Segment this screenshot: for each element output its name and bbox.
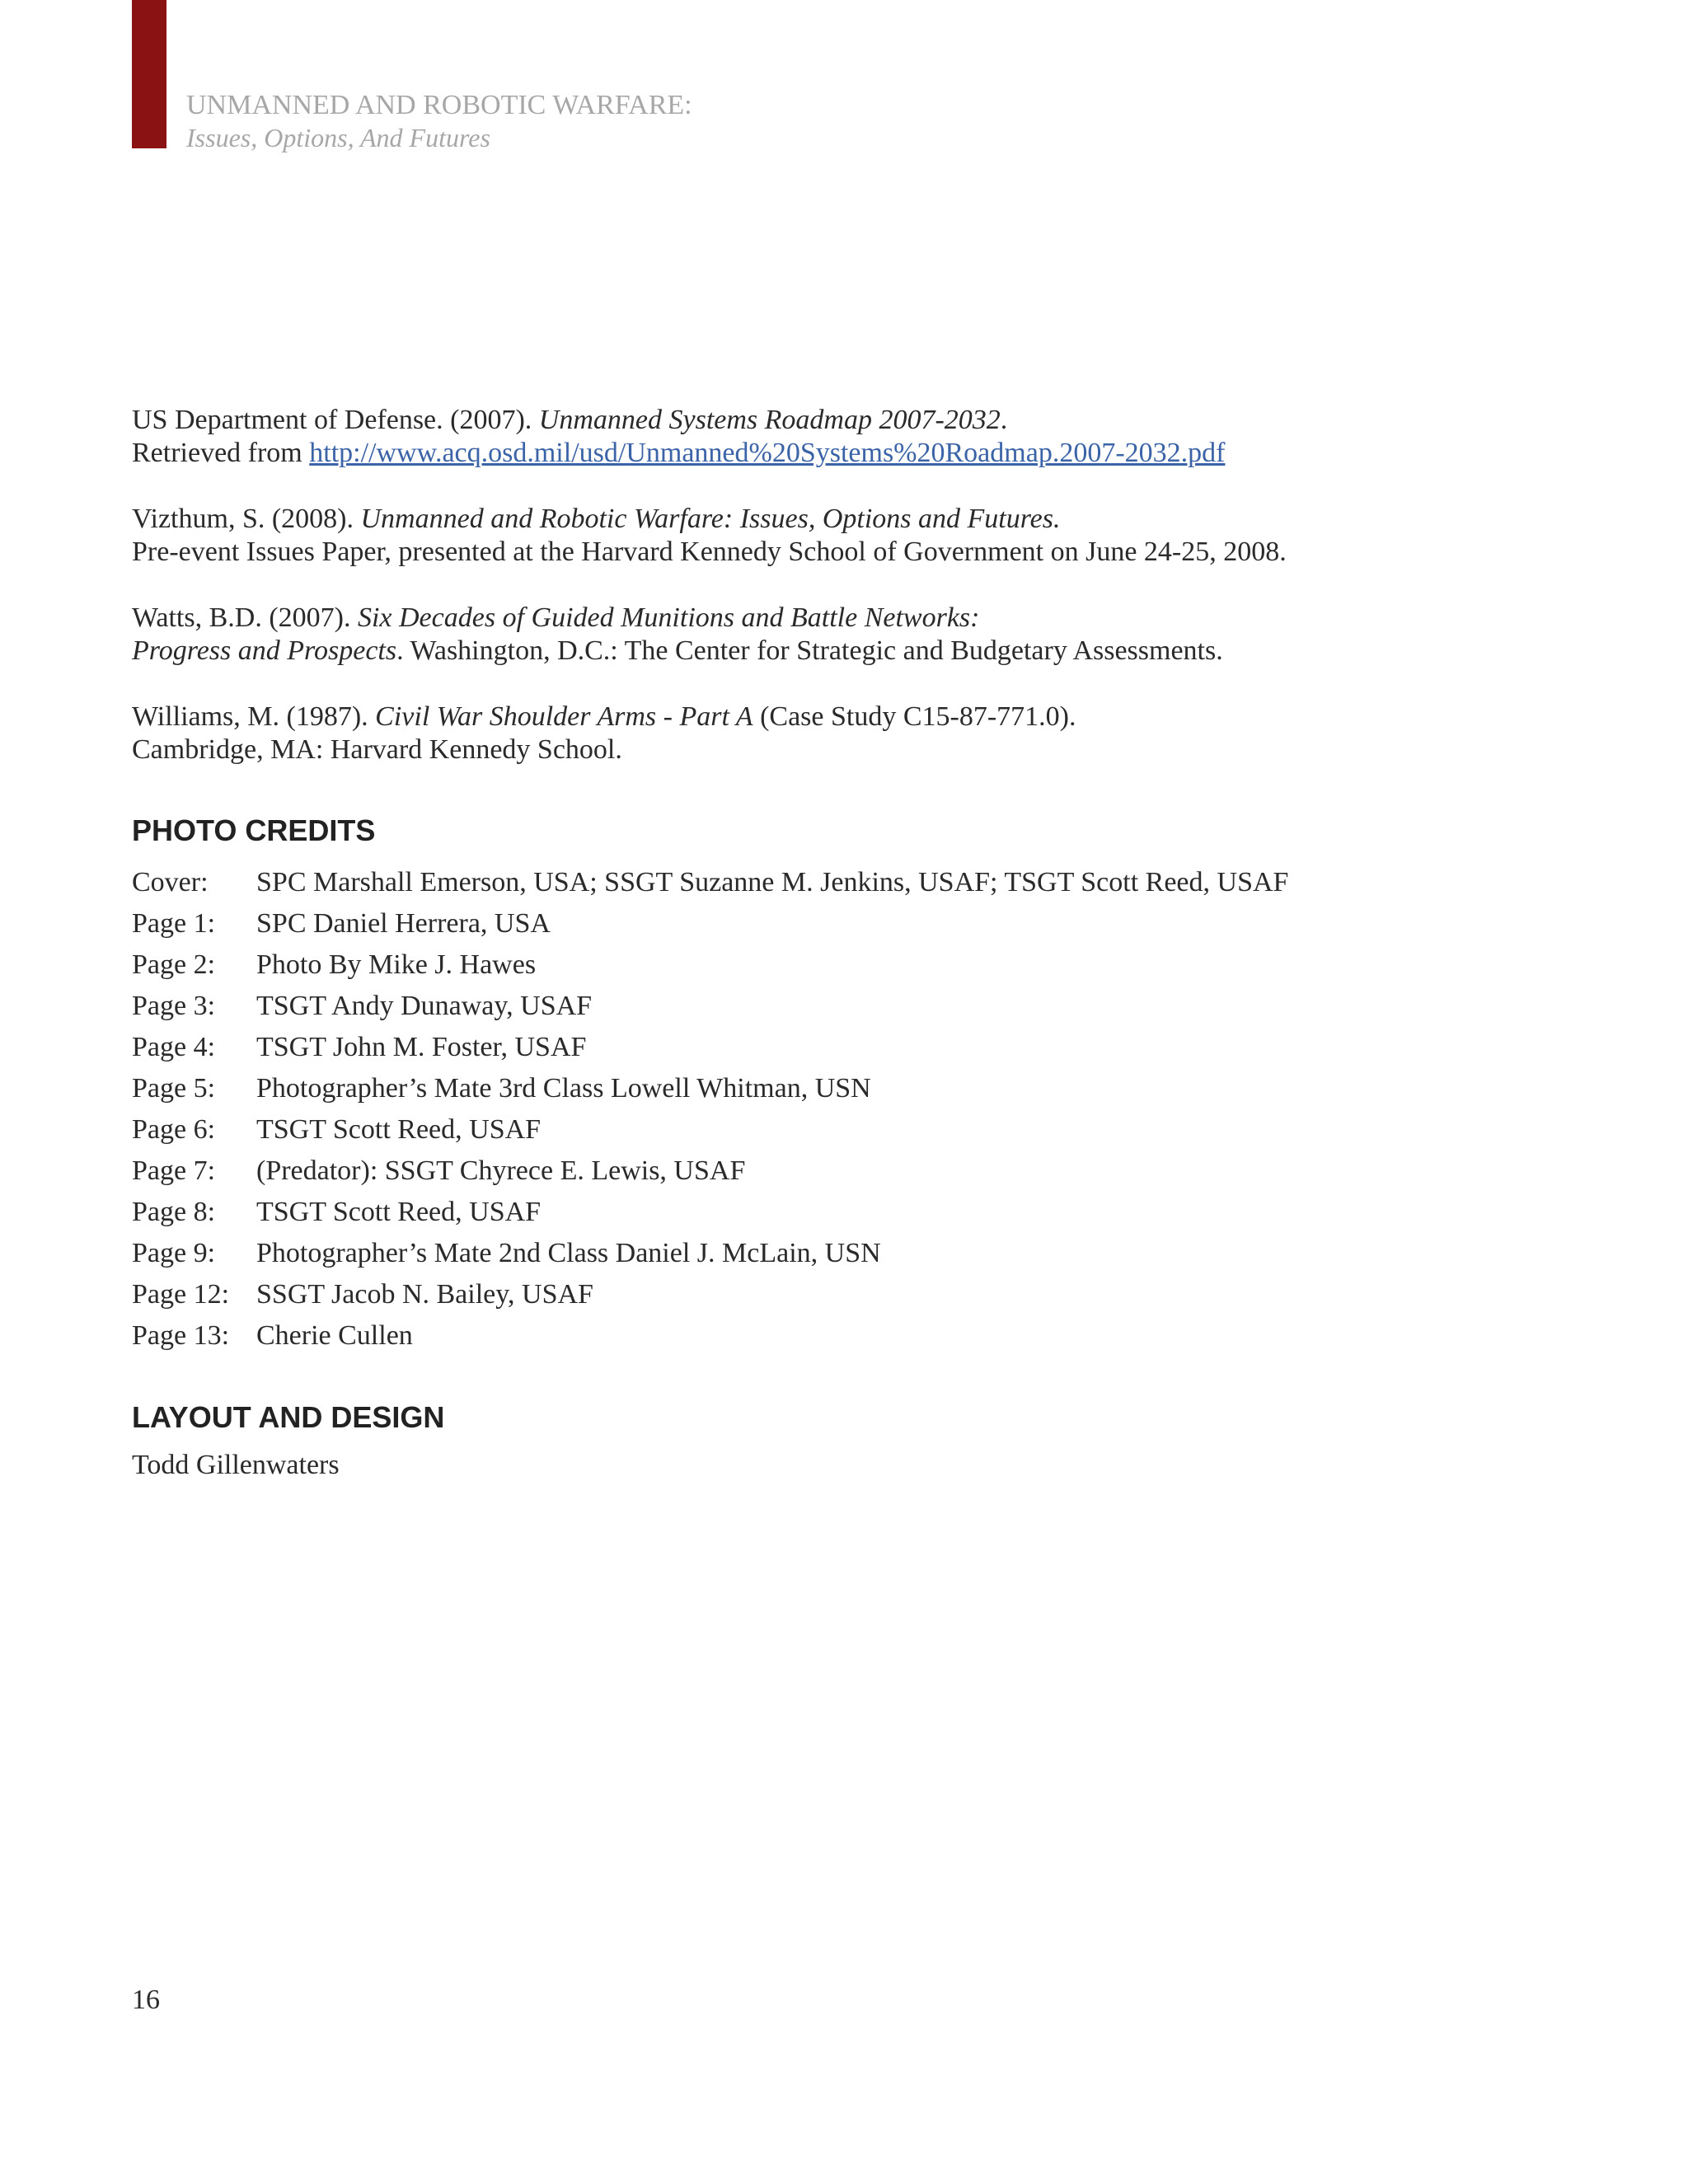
photo-credit-page: Page 2: [132, 949, 216, 980]
reference-author: Williams, M. (1987). [132, 701, 376, 732]
photo-credit-row [132, 1068, 1582, 1109]
photo-credit-row [132, 944, 1582, 986]
photo-credits-list [132, 862, 1582, 1357]
photo-credit-row [132, 1027, 1582, 1068]
running-header-title: UNMANNED AND ROBOTIC WARFARE: [186, 90, 692, 120]
photo-credit-row [132, 986, 1582, 1027]
photo-credit-name: TSGT John M. Foster, USAF [256, 1032, 587, 1062]
layout-designer-name: Todd Gillenwaters [132, 1450, 340, 1480]
photo-credit-page: Page 1: [132, 908, 216, 939]
reference-author: Watts, B.D. (2007). [132, 602, 358, 633]
photo-credit-name: TSGT Scott Reed, USAF [256, 1197, 542, 1227]
running-header-subtitle: Issues, Options, And Futures [186, 123, 490, 152]
photo-credit-page: Page 6: [132, 1114, 216, 1145]
photo-credit-row [132, 862, 1582, 903]
layout-design-heading: LAYOUT AND DESIGN [132, 1400, 445, 1434]
reference-title: Civil War Shoulder Arms - Part A [375, 701, 753, 732]
photo-credit-page: Page 8: [132, 1197, 216, 1227]
reference-line [132, 701, 1582, 733]
reference-title: Unmanned Systems Roadmap 2007-2032 [538, 405, 1001, 435]
photo-credit-page: Page 9: [132, 1238, 216, 1268]
photo-credit-page: Page 12: [132, 1279, 230, 1310]
photo-credit-name: SPC Daniel Herrera, USA [256, 908, 551, 939]
photo-credit-page: Page 3: [132, 991, 216, 1021]
reference-williams-1987 [132, 701, 1582, 766]
page-number: 16 [132, 1985, 160, 2015]
photo-credit-row [132, 1233, 1582, 1274]
reference-title: Unmanned and Robotic Warfare: Issues, Options and Futures. [360, 504, 1061, 534]
reference-url-link[interactable]: http://www.acq.osd.mil/usd/Unmanned%20Systems%20Roadmap.2007-2032.pdf [309, 438, 1226, 468]
photo-credits-heading: PHOTO CREDITS [132, 813, 376, 847]
reference-title: Six Decades of Guided Munitions and Battle Networks: [357, 602, 980, 633]
photo-credit-row [132, 1109, 1582, 1151]
photo-credit-name: Photographer’s Mate 3rd Class Lowell Whitman, USN [256, 1073, 871, 1104]
photo-credit-row [132, 1192, 1582, 1233]
photo-credit-row [132, 1151, 1582, 1192]
reference-line: Cambridge, MA: Harvard Kennedy School. [132, 734, 622, 765]
reference-case-number: (Case Study C15-87-771.0). [753, 701, 1076, 732]
reference-dod-2007 [132, 404, 1582, 470]
reference-line [132, 602, 1582, 635]
photo-credit-page: Page 7: [132, 1155, 216, 1186]
reference-line: Pre-event Issues Paper, presented at the Harvard Kennedy School of Government on June 24-25, 2008. [132, 537, 1287, 567]
reference-retrieved-label: Retrieved from [132, 438, 310, 468]
reference-vizthum-2008 [132, 503, 1582, 569]
header-accent-bar [132, 0, 166, 148]
photo-credit-name: SPC Marshall Emerson, USA; SSGT Suzanne M. Jenkins, USAF; TSGT Scott Reed, USAF [256, 867, 1289, 898]
reference-author: US Department of Defense. (2007). [132, 405, 539, 435]
photo-credit-name: (Predator): SSGT Chyrece E. Lewis, USAF [256, 1155, 746, 1186]
reference-line [132, 635, 1582, 668]
reference-author: Vizthum, S. (2008). [132, 504, 361, 534]
photo-credit-row [132, 1315, 1582, 1357]
photo-credit-row [132, 1274, 1582, 1315]
photo-credit-page: Cover: [132, 867, 209, 898]
photo-credit-page: Page 13: [132, 1320, 230, 1351]
photo-credit-name: Photographer’s Mate 2nd Class Daniel J. McLain, USN [256, 1238, 881, 1268]
reference-watts-2007 [132, 602, 1582, 668]
photo-credit-row [132, 903, 1582, 944]
reference-line [132, 437, 1582, 470]
photo-credit-name: TSGT Scott Reed, USAF [256, 1114, 542, 1145]
reference-line [132, 503, 1582, 536]
reference-title-continued: Progress and Prospects [132, 635, 397, 666]
reference-publisher: . Washington, D.C.: The Center for Strategic and Budgetary Assessments. [396, 635, 1223, 666]
photo-credit-page: Page 5: [132, 1073, 216, 1104]
photo-credit-name: SSGT Jacob N. Bailey, USAF [256, 1279, 593, 1310]
photo-credit-name: Cherie Cullen [256, 1320, 413, 1351]
page-content [132, 404, 1582, 1482]
photo-credit-name: Photo By Mike J. Hawes [256, 949, 537, 980]
photo-credit-page: Page 4: [132, 1032, 216, 1062]
reference-punctuation: . [1000, 405, 1008, 435]
running-header [186, 89, 692, 153]
reference-line [132, 404, 1582, 437]
photo-credit-name: TSGT Andy Dunaway, USAF [256, 991, 593, 1021]
